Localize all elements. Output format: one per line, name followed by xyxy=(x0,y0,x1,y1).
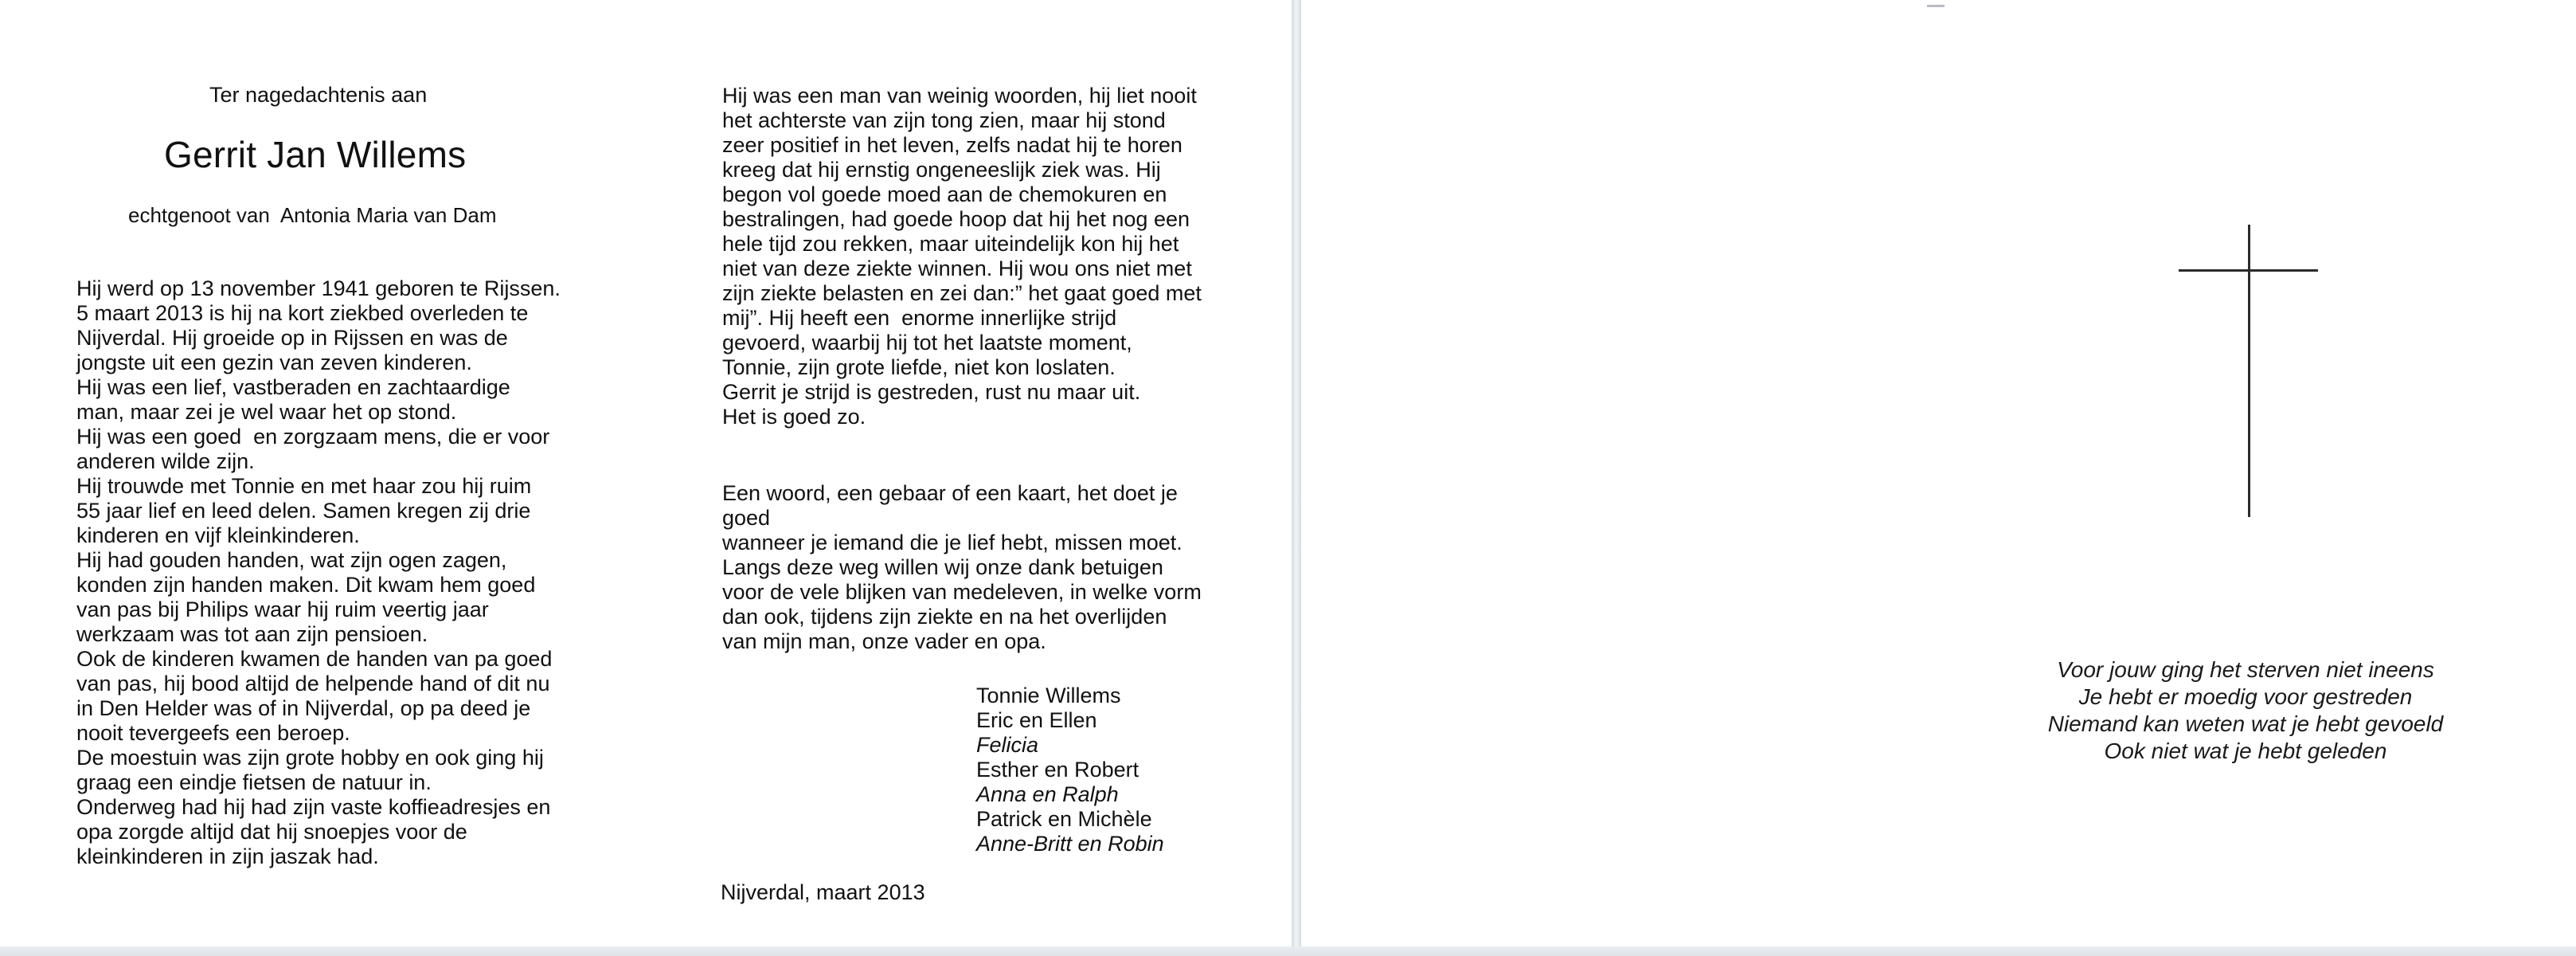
place-date: Nijverdal, maart 2013 xyxy=(721,880,925,904)
text-line: kreeg dat hij ernstig ongeneeslijk ziek was. Hij xyxy=(722,158,1161,182)
family-signatures xyxy=(976,684,1164,856)
text-line: man, maar zei je wel waar het op stond. xyxy=(76,400,457,424)
text-line: Gerrit je strijd is gestreden, rust nu maar uit. xyxy=(722,380,1141,404)
text-line: Ook de kinderen kwamen de handen van pa goed xyxy=(76,647,553,671)
poem-line: Ook niet wat je hebt geleden xyxy=(2104,739,2387,763)
deceased-name: Gerrit Jan Willems xyxy=(164,134,467,175)
text-line: 55 jaar lief en leed delen. Samen kregen zij drie xyxy=(76,499,531,523)
text-line: wanneer je iemand die je lief hebt, missen moet. xyxy=(722,531,1182,554)
text-line: van mijn man, onze vader en opa. xyxy=(722,629,1046,653)
text-line: Onderweg had hij had zijn vaste koffieadresjes en xyxy=(76,795,551,819)
scan-speck xyxy=(1927,5,1945,7)
poem xyxy=(1927,656,2564,765)
family-name: Anna en Ralph xyxy=(976,782,1119,806)
text-line: zijn ziekte belasten en zei dan:” het gaat goed met xyxy=(722,281,1202,305)
text-line: Tonnie, zijn grote liefde, niet kon loslaten. xyxy=(722,355,1116,379)
text-line: opa zorgde altijd dat hij snoepjes voor de xyxy=(76,820,467,844)
text-line: gevoerd, waarbij hij tot het laatste moment, xyxy=(722,331,1132,355)
text-line: werkzaam was tot aan zijn pensioen. xyxy=(76,622,428,646)
family-name: Felicia xyxy=(976,733,1039,757)
spouse-line: echtgenoot van Antonia Maria van Dam xyxy=(128,203,497,227)
family-name: Eric en Ellen xyxy=(976,708,1097,732)
text-line: Hij had gouden handen, wat zijn ogen zagen, xyxy=(76,548,507,572)
text-line: in Den Helder was of in Nijverdal, op pa deed je xyxy=(76,696,531,720)
poem-line: Voor jouw ging het sterven niet ineens xyxy=(2057,657,2434,682)
text-line: De moestuin was zijn grote hobby en ook ging hij xyxy=(76,746,544,770)
text-line: kinderen en vijf kleinkinderen. xyxy=(76,523,360,547)
text-line: voor de vele blijken van medeleven, in welke vorm xyxy=(722,580,1202,604)
text-line: graag een eindje fietsen de natuur in. xyxy=(76,770,432,794)
thanks-text xyxy=(722,481,1202,654)
text-line: goed xyxy=(722,506,771,530)
text-line: Het is goed zo. xyxy=(722,405,866,429)
text-line: dan ook, tijdens zijn ziekte en na het overlijden xyxy=(722,605,1167,629)
family-name: Tonnie Willems xyxy=(976,684,1121,707)
text-line: Nijverdal. Hij groeide op in Rijssen en was de xyxy=(76,326,508,350)
text-line: Langs deze weg willen wij onze dank betuigen xyxy=(722,555,1163,579)
text-line: begon vol goede moed aan de chemokuren en xyxy=(722,182,1167,206)
cross-horizontal-bar xyxy=(2179,269,2318,272)
text-line: Hij was een man van weinig woorden, hij liet nooit xyxy=(722,84,1197,108)
text-line: Een woord, een gebaar of een kaart, het doet je xyxy=(722,481,1178,505)
text-line: kleinkinderen in zijn jaszak had. xyxy=(76,844,379,868)
text-line: van pas bij Philips waar hij ruim veertig jaar xyxy=(76,598,489,621)
poem-line: Je hebt er moedig voor gestreden xyxy=(2078,684,2413,709)
text-line: konden zijn handen maken. Dit kwam hem goed xyxy=(76,573,536,597)
poem-line: Niemand kan weten wat je hebt gevoeld xyxy=(2047,711,2444,736)
text-line: zeer positief in het leven, zelfs nadat hij te horen xyxy=(722,133,1182,157)
text-line: bestralingen, had goede hoop dat hij het nog een xyxy=(722,207,1190,231)
text-line: jongste uit een gezin van zeven kinderen. xyxy=(76,351,472,374)
text-line: nooit tevergeefs een beroep. xyxy=(76,721,350,745)
biography-text xyxy=(76,276,561,869)
text-line: het achterste van zijn tong zien, maar hij stond xyxy=(722,108,1166,132)
text-line: Hij was een lief, vastberaden en zachtaardige xyxy=(76,375,510,399)
memorial-intro: Ter nagedachtenis aan xyxy=(209,83,428,107)
text-line: Hij trouwde met Tonnie en met haar zou hij ruim xyxy=(76,474,532,498)
text-line: van pas, hij bood altijd de helpende hand of dit nu xyxy=(76,672,550,695)
scan-edge xyxy=(0,946,2576,956)
text-line: 5 maart 2013 is hij na kort ziekbed overleden te xyxy=(76,301,529,325)
text-line: hele tijd zou rekken, maar uiteindelijk kon hij het xyxy=(722,232,1179,256)
text-line: anderen wilde zijn. xyxy=(76,449,255,473)
text-line: niet van deze ziekte winnen. Hij wou ons niet met xyxy=(722,257,1192,280)
back-page xyxy=(1301,0,2576,950)
family-name: Patrick en Michèle xyxy=(976,807,1152,831)
text-line: mij”. Hij heeft een enorme innerlijke strijd xyxy=(722,306,1117,330)
text-line: Hij werd op 13 november 1941 geboren te Rijssen. xyxy=(76,276,561,300)
family-name: Anne-Britt en Robin xyxy=(976,832,1164,856)
card-fold xyxy=(1292,0,1301,956)
biography-continued-text xyxy=(722,84,1202,429)
family-name: Esther en Robert xyxy=(976,758,1139,782)
text-line: Hij was een goed en zorgzaam mens, die er voor xyxy=(76,425,550,449)
